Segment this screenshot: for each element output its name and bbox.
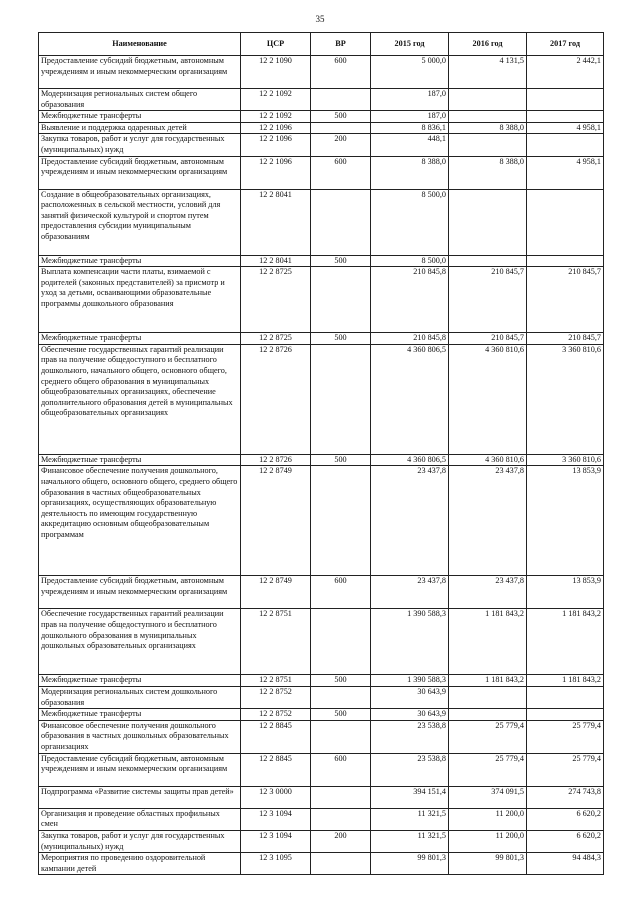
cell-name: Создание в общеобразовательных организациях, расположенных в сельской местности, условий для занятий физической культурой и спортом путем предоставления субсидии муниципальным образованиям [39, 189, 241, 255]
cell-2015: 394 151,4 [371, 786, 449, 808]
cell-2016 [449, 111, 527, 123]
cell-vr [311, 122, 371, 134]
table-row [39, 344, 604, 454]
cell-vr [311, 267, 371, 333]
cell-csr: 12 2 8749 [241, 466, 311, 576]
cell-vr: 500 [311, 111, 371, 123]
cell-vr [311, 189, 371, 255]
cell-csr: 12 2 8041 [241, 255, 311, 267]
budget-table [38, 32, 604, 875]
cell-2017 [527, 89, 604, 111]
cell-2017 [527, 111, 604, 123]
table-row [39, 255, 604, 267]
cell-2016: 1 181 843,2 [449, 609, 527, 675]
table-row [39, 134, 604, 156]
cell-vr [311, 609, 371, 675]
table-row [39, 333, 604, 345]
cell-csr: 12 3 1094 [241, 808, 311, 830]
cell-2015: 187,0 [371, 89, 449, 111]
header-vr: ВР [311, 33, 371, 56]
cell-csr: 12 2 1096 [241, 156, 311, 189]
cell-2017 [527, 189, 604, 255]
cell-2016: 4 360 810,6 [449, 344, 527, 454]
cell-2016: 210 845,7 [449, 333, 527, 345]
cell-2017: 13 853,9 [527, 576, 604, 609]
cell-2017: 25 779,4 [527, 720, 604, 753]
cell-2017: 1 181 843,2 [527, 675, 604, 687]
cell-vr [311, 786, 371, 808]
cell-2015: 210 845,8 [371, 267, 449, 333]
cell-2015: 4 360 806,5 [371, 454, 449, 466]
table-row [39, 267, 604, 333]
cell-2016 [449, 709, 527, 721]
header-2017: 2017 год [527, 33, 604, 56]
cell-name: Организация и проведение областных профильных смен [39, 808, 241, 830]
cell-vr: 200 [311, 830, 371, 852]
cell-name: Межбюджетные трансферты [39, 111, 241, 123]
cell-2017: 94 484,3 [527, 853, 604, 875]
cell-2016: 11 200,0 [449, 830, 527, 852]
cell-2015: 30 643,9 [371, 686, 449, 708]
cell-2015: 11 321,5 [371, 830, 449, 852]
cell-2017: 3 360 810,6 [527, 454, 604, 466]
table-row [39, 466, 604, 576]
table-row [39, 56, 604, 89]
cell-csr: 12 3 1095 [241, 853, 311, 875]
cell-2015: 1 390 588,3 [371, 609, 449, 675]
cell-2015: 1 390 588,3 [371, 675, 449, 687]
cell-csr: 12 2 8752 [241, 686, 311, 708]
table-row [39, 675, 604, 687]
table-row [39, 122, 604, 134]
header-2016: 2016 год [449, 33, 527, 56]
cell-csr: 12 2 8751 [241, 609, 311, 675]
table-row [39, 189, 604, 255]
cell-csr: 12 2 1092 [241, 111, 311, 123]
cell-2015: 187,0 [371, 111, 449, 123]
table-row [39, 753, 604, 786]
cell-2017: 25 779,4 [527, 753, 604, 786]
cell-csr: 12 2 1096 [241, 134, 311, 156]
cell-vr [311, 720, 371, 753]
cell-vr: 500 [311, 454, 371, 466]
cell-name: Модернизация региональных систем общего образования [39, 89, 241, 111]
cell-2016 [449, 255, 527, 267]
table-row [39, 830, 604, 852]
cell-name: Финансовое обеспечение получения дошкольного образования в частных дошкольных образовательных организациях [39, 720, 241, 753]
table-row [39, 853, 604, 875]
cell-vr: 600 [311, 156, 371, 189]
table-row [39, 720, 604, 753]
cell-vr [311, 808, 371, 830]
table-header-row [39, 33, 604, 56]
cell-csr: 12 2 8752 [241, 709, 311, 721]
table-row [39, 709, 604, 721]
cell-csr: 12 2 8725 [241, 333, 311, 345]
cell-2017: 6 620,2 [527, 808, 604, 830]
cell-name: Модернизация региональных систем дошкольного образования [39, 686, 241, 708]
cell-2016: 11 200,0 [449, 808, 527, 830]
header-name: Наименование [39, 33, 241, 56]
cell-2015: 8 388,0 [371, 156, 449, 189]
cell-2017 [527, 134, 604, 156]
table-row [39, 808, 604, 830]
cell-name: Обеспечение государственных гарантий реализации прав на получение общедоступного и бесплатного дошкольного, начального общего, основного общего, среднего общего образования в муниципальных общеобразовательных организациях, обеспечение дополнительного образования детей в муниципальных общеобразовательных организациях [39, 344, 241, 454]
table-row [39, 786, 604, 808]
cell-2017: 274 743,8 [527, 786, 604, 808]
cell-vr: 600 [311, 576, 371, 609]
table-row [39, 576, 604, 609]
cell-2016 [449, 134, 527, 156]
cell-2017: 2 442,1 [527, 56, 604, 89]
cell-2017 [527, 255, 604, 267]
cell-2016: 210 845,7 [449, 267, 527, 333]
cell-2015: 30 643,9 [371, 709, 449, 721]
cell-2015: 8 500,0 [371, 255, 449, 267]
cell-csr: 12 2 8041 [241, 189, 311, 255]
cell-vr [311, 89, 371, 111]
table-body [39, 56, 604, 875]
cell-vr: 500 [311, 675, 371, 687]
cell-2017: 4 958,1 [527, 156, 604, 189]
cell-2017: 210 845,7 [527, 333, 604, 345]
cell-name: Предоставление субсидий бюджетным, автономным учреждениям и иным некоммерческим организациям [39, 156, 241, 189]
cell-2015: 448,1 [371, 134, 449, 156]
cell-name: Межбюджетные трансферты [39, 255, 241, 267]
table-row [39, 686, 604, 708]
cell-2016: 23 437,8 [449, 576, 527, 609]
cell-vr: 500 [311, 709, 371, 721]
cell-vr: 200 [311, 134, 371, 156]
table-row [39, 89, 604, 111]
cell-2017: 6 620,2 [527, 830, 604, 852]
cell-vr: 600 [311, 753, 371, 786]
cell-name: Обеспечение государственных гарантий реализации прав на получение общедоступного и бесплатного дошкольного образования в муниципальных дошкольных образовательных организациях [39, 609, 241, 675]
table-row [39, 454, 604, 466]
cell-csr: 12 2 1096 [241, 122, 311, 134]
table-row [39, 111, 604, 123]
cell-csr: 12 2 8751 [241, 675, 311, 687]
cell-2015: 23 538,8 [371, 753, 449, 786]
cell-2015: 11 321,5 [371, 808, 449, 830]
cell-2016 [449, 89, 527, 111]
cell-name: Подпрограмма «Развитие системы защиты прав детей» [39, 786, 241, 808]
cell-2016: 8 388,0 [449, 122, 527, 134]
cell-2016: 4 131,5 [449, 56, 527, 89]
cell-2016: 1 181 843,2 [449, 675, 527, 687]
cell-2016: 23 437,8 [449, 466, 527, 576]
cell-vr: 500 [311, 333, 371, 345]
cell-2016: 8 388,0 [449, 156, 527, 189]
cell-2017: 13 853,9 [527, 466, 604, 576]
cell-csr: 12 2 8726 [241, 344, 311, 454]
cell-vr [311, 344, 371, 454]
cell-2015: 23 437,8 [371, 466, 449, 576]
cell-2017 [527, 709, 604, 721]
cell-2017 [527, 686, 604, 708]
cell-vr [311, 686, 371, 708]
cell-2016 [449, 686, 527, 708]
cell-2017: 210 845,7 [527, 267, 604, 333]
cell-name: Закупка товаров, работ и услуг для государственных (муниципальных) нужд [39, 134, 241, 156]
cell-2015: 4 360 806,5 [371, 344, 449, 454]
cell-2016 [449, 189, 527, 255]
cell-name: Закупка товаров, работ и услуг для государственных (муниципальных) нужд [39, 830, 241, 852]
cell-name: Межбюджетные трансферты [39, 675, 241, 687]
cell-name: Межбюджетные трансферты [39, 709, 241, 721]
cell-name: Выплата компенсации части платы, взимаемой с родителей (законных представителей) за присмотр и уход за детьми, осваивающими образовательные программы дошкольного образования [39, 267, 241, 333]
cell-name: Мероприятия по проведению оздоровительной кампании детей [39, 853, 241, 875]
cell-2017: 3 360 810,6 [527, 344, 604, 454]
cell-2016: 4 360 810,6 [449, 454, 527, 466]
cell-2017: 4 958,1 [527, 122, 604, 134]
cell-vr [311, 853, 371, 875]
cell-2015: 5 000,0 [371, 56, 449, 89]
cell-2015: 23 538,8 [371, 720, 449, 753]
cell-2016: 99 801,3 [449, 853, 527, 875]
cell-csr: 12 3 0000 [241, 786, 311, 808]
cell-csr: 12 2 1090 [241, 56, 311, 89]
header-2015: 2015 год [371, 33, 449, 56]
cell-vr: 500 [311, 255, 371, 267]
cell-csr: 12 2 8845 [241, 720, 311, 753]
cell-name: Межбюджетные трансферты [39, 333, 241, 345]
cell-2015: 210 845,8 [371, 333, 449, 345]
header-csr: ЦСР [241, 33, 311, 56]
cell-2017: 1 181 843,2 [527, 609, 604, 675]
cell-name: Предоставление субсидий бюджетным, автономным учреждениям и иным некоммерческим организациям [39, 753, 241, 786]
cell-2015: 8 500,0 [371, 189, 449, 255]
cell-2016: 25 779,4 [449, 720, 527, 753]
cell-name: Выявление и поддержка одаренных детей [39, 122, 241, 134]
cell-2015: 23 437,8 [371, 576, 449, 609]
cell-csr: 12 2 8845 [241, 753, 311, 786]
table-row [39, 609, 604, 675]
cell-csr: 12 2 8726 [241, 454, 311, 466]
cell-2015: 99 801,3 [371, 853, 449, 875]
cell-vr [311, 466, 371, 576]
cell-csr: 12 2 1092 [241, 89, 311, 111]
cell-2015: 8 836,1 [371, 122, 449, 134]
cell-vr: 600 [311, 56, 371, 89]
cell-2016: 374 091,5 [449, 786, 527, 808]
cell-csr: 12 3 1094 [241, 830, 311, 852]
cell-csr: 12 2 8749 [241, 576, 311, 609]
cell-csr: 12 2 8725 [241, 267, 311, 333]
cell-2016: 25 779,4 [449, 753, 527, 786]
cell-name: Финансовое обеспечение получения дошкольного, начального общего, основного общего, среднего общего образования в частных общеобразовательных организациях, осуществляющих образовательную деятельность по имеющим государственную аккредитацию основным общеобразовательным программам [39, 466, 241, 576]
cell-name: Межбюджетные трансферты [39, 454, 241, 466]
cell-name: Предоставление субсидий бюджетным, автономным учреждениям и иным некоммерческим организациям [39, 56, 241, 89]
page-number: 35 [315, 14, 325, 24]
cell-name: Предоставление субсидий бюджетным, автономным учреждениям и иным некоммерческим организациям [39, 576, 241, 609]
table-row [39, 156, 604, 189]
